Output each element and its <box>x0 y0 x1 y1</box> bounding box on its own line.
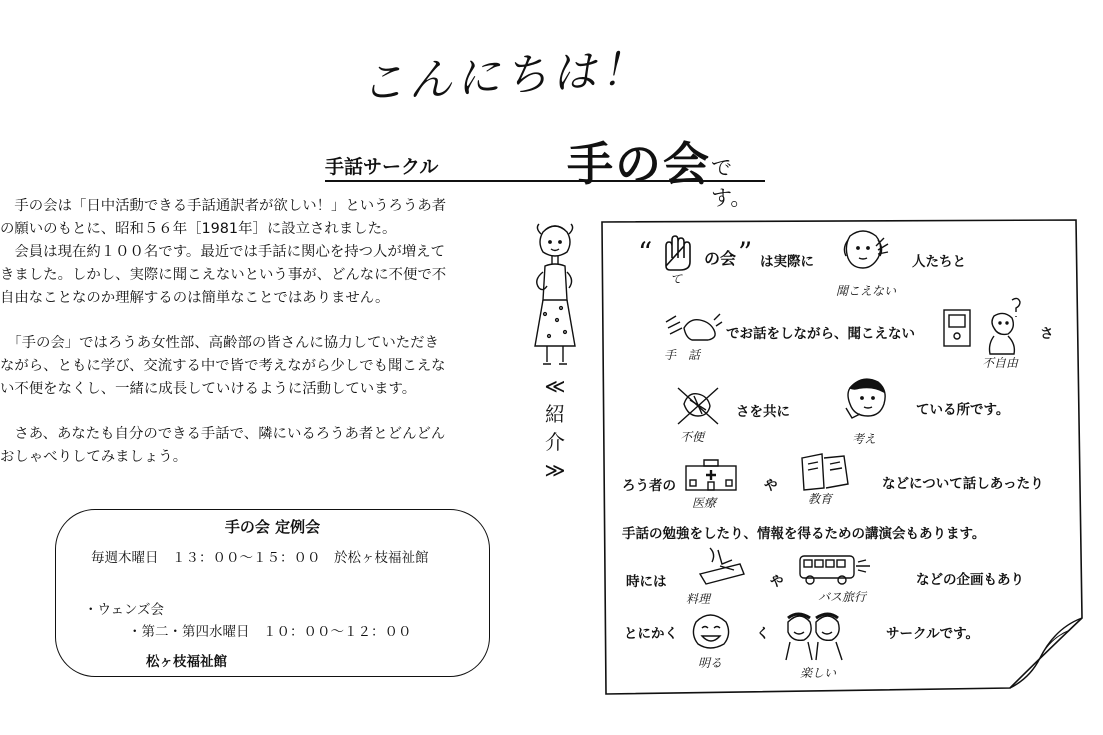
meeting-title: 手の会 定例会 <box>224 518 321 536</box>
panel-text-6c: などの企画もあり <box>916 572 1024 588</box>
sign-language-note: 手 話 <box>664 348 701 362</box>
intro-text <box>0 195 496 491</box>
intro-line: 自由なことなのか理解するのは簡単なことではありません。 <box>0 290 390 306</box>
cooking-icon <box>692 544 752 588</box>
thinking-person-icon <box>838 374 896 430</box>
intro-line: おしゃべりしてみましょう。 <box>0 449 188 465</box>
intro-line: さあ、あなたも自分のできる手話で、隣にいるろうあ者とどんどん <box>0 426 446 442</box>
education-note: 教育 <box>808 492 833 506</box>
intro-paragraph-1 <box>0 195 496 310</box>
introduction-vertical-label <box>538 372 572 484</box>
side-label-char-2: 介 <box>545 430 565 454</box>
title-row <box>325 128 765 210</box>
side-label-bracket-close: ≫ <box>544 458 566 482</box>
panel-text-3b: ている所です。 <box>916 402 1010 418</box>
panel-text-7a: とにかく <box>624 626 678 642</box>
wednesday-group-label: ・ウェンズ会 <box>84 602 165 618</box>
intro-line: ながら、ともに学び、交流する中で皆で考えながら少しでも聞こえな <box>0 358 446 374</box>
club-name-inline: の会 <box>704 249 737 268</box>
intro-line: きました。しかし、実際に聞こえないという事が、どんなに不便で不 <box>0 267 447 283</box>
quote-open: “ <box>638 236 653 269</box>
meeting-info-box <box>55 509 490 677</box>
bus-icon <box>796 548 874 588</box>
hospital-icon <box>682 458 740 492</box>
panel-text-7c: サークルです。 <box>886 626 980 642</box>
panel-text-4a: ろう者の <box>622 478 676 494</box>
title-suffix: です。 <box>711 156 752 210</box>
intro-line: い不便をなくし、一緒に成長していけるように活動しています。 <box>0 381 417 397</box>
cannot-hear-person-icon <box>832 228 894 282</box>
panel-text-7b: く <box>756 626 770 642</box>
intro-line: 会員は現在約１００名です。最近では手話に関心を持つ人が増えて <box>0 244 445 260</box>
panel-text-3a: さを共に <box>736 404 790 420</box>
panel-text-5: 手話の勉強をしたり、情報を得るための講演会もあります。 <box>622 526 986 542</box>
intro-paragraph-2 <box>0 332 496 401</box>
panel-text-4b: や <box>764 478 778 494</box>
intro-line: の願いのもとに、昭和５６年［1981年］に設立されました。 <box>0 221 397 237</box>
wednesday-group-schedule: ・第二・第四水曜日 １０：００～１２：００ <box>128 624 412 640</box>
quote-close: ” <box>738 236 753 269</box>
cooking-note: 料理 <box>686 592 711 606</box>
greeting-heading: こんにちは！ <box>359 43 650 110</box>
signing-hands-icon <box>662 310 724 346</box>
bus-trip-note: バス旅行 <box>818 590 867 604</box>
side-label-bracket-open: ≪ <box>544 374 566 398</box>
title-underline <box>325 180 765 182</box>
hand-sign-icon <box>660 232 700 274</box>
meeting-venue: 松ヶ枝福祉館 <box>146 654 227 670</box>
intro-line: 手の会は「日中活動できる手話通訳者が欲しい！」というろうあ者 <box>0 198 447 214</box>
panel-text-2b: さ <box>1040 326 1054 342</box>
fun-note: 楽しい <box>800 666 837 680</box>
intro-line: 「手の会」ではろうあ女性部、高齢部の皆さんに協力していただき <box>0 335 439 351</box>
cheerful-note: 明る <box>698 656 723 670</box>
medical-care-note: 医療 <box>692 496 717 510</box>
side-label-char-1: 紹 <box>545 402 565 426</box>
panel-text-6b: や <box>770 574 784 590</box>
panel-text-4c: などについて話しあったり <box>882 476 1044 492</box>
subtitle: 手話サークル <box>325 156 439 178</box>
inconvenience-icon <box>670 384 726 428</box>
intro-panel <box>600 218 1084 696</box>
smiling-face-icon <box>688 610 734 652</box>
page-title: 手の会 <box>567 137 711 191</box>
intro-paragraph-3 <box>0 423 496 469</box>
happy-friends-icon <box>782 608 846 662</box>
meeting-regular-schedule: 毎週木曜日 １３：００～１５：００ 於松ヶ枝福祉館 <box>91 550 429 566</box>
inconvenience-note: 不便 <box>680 430 705 444</box>
think-note: 考え <box>852 432 877 446</box>
panel-text-6a: 時には <box>626 574 667 590</box>
girl-illustration <box>525 222 585 372</box>
panel-text-1a: は実際に <box>760 254 814 270</box>
cannot-hear-note: 聞こえない <box>836 284 897 298</box>
panel-text-2a: でお話をしながら、聞こえない <box>726 326 915 342</box>
books-icon <box>798 450 852 492</box>
hand-sign-note: て <box>670 272 683 286</box>
inconvenient-freedom-note: 不自由 <box>982 356 1019 370</box>
panel-text-1b: 人たちと <box>912 254 966 270</box>
